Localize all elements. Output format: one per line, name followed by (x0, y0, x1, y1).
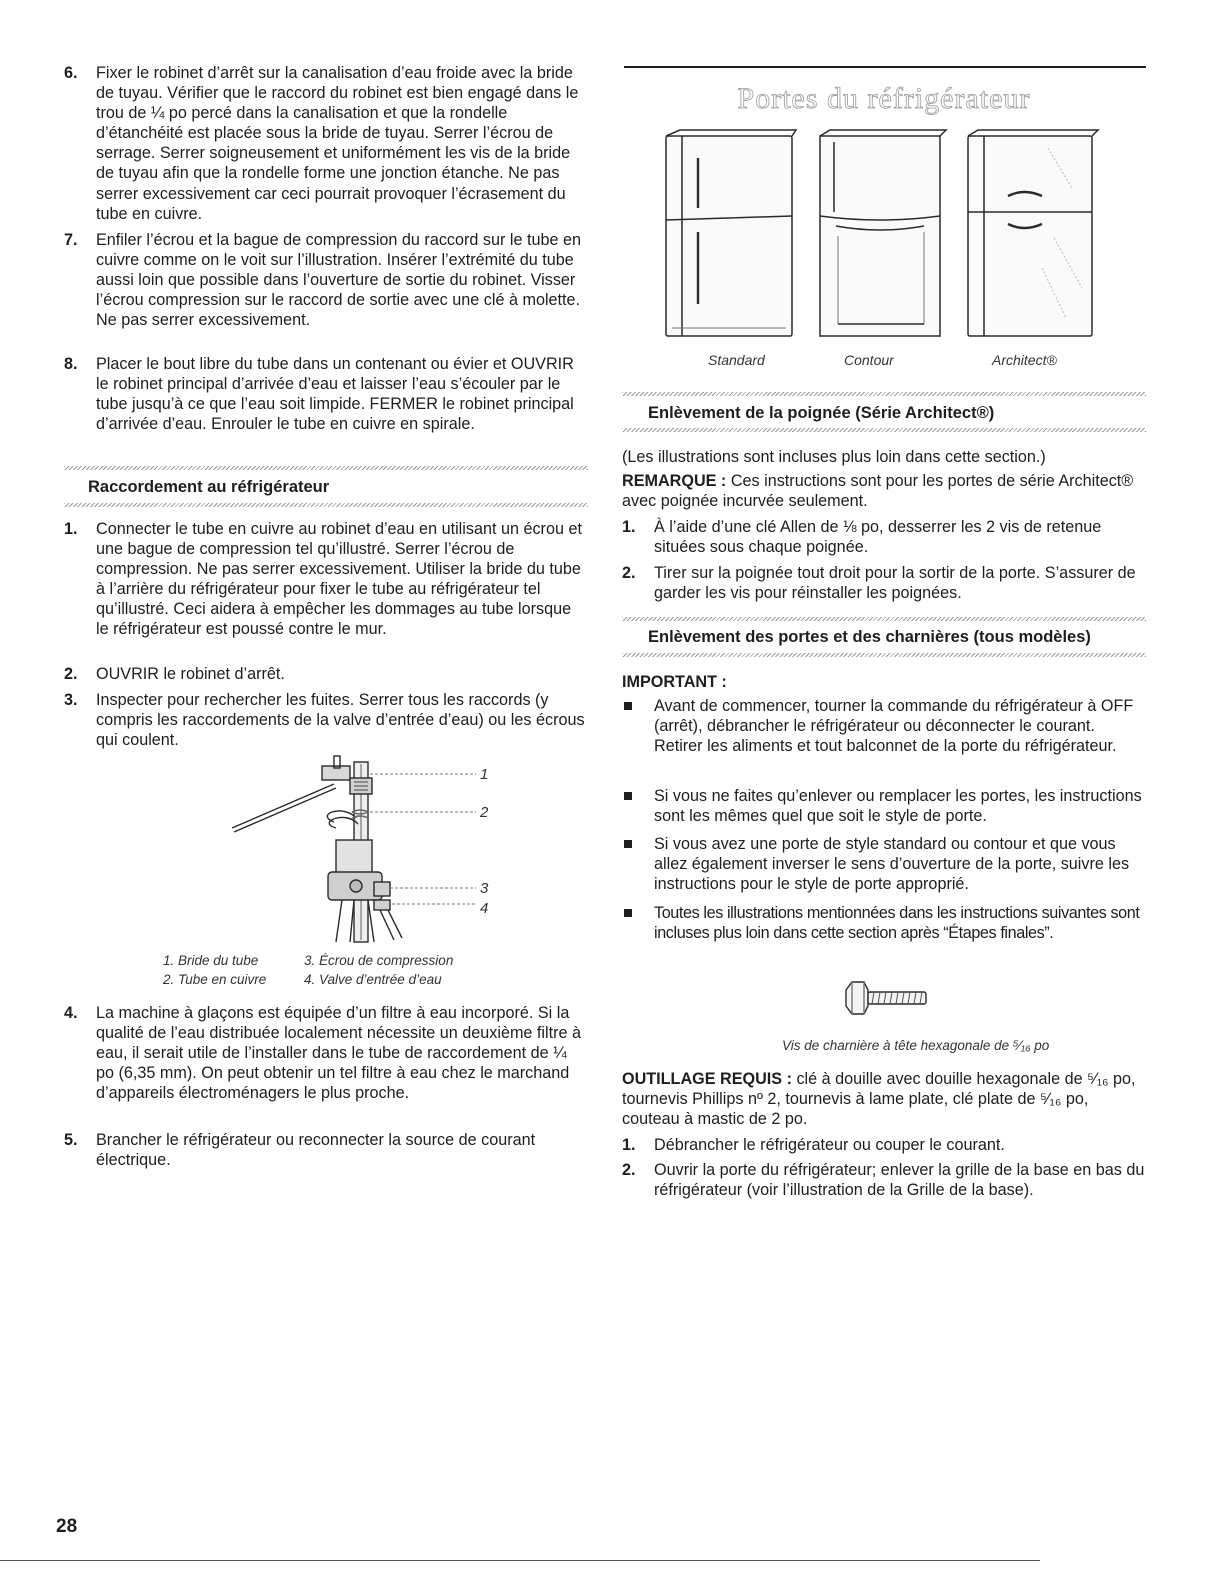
handle-step-2 (622, 563, 1146, 603)
remark-text: Ces instructions sont pour les portes de série Architect® avec poignée incurvée seulement. (622, 472, 1134, 511)
legend-2: 2. Tube en cuivre (163, 972, 267, 987)
step-text: Inspecter pour rechercher les fuites. Serrer tous les raccords (y compris les raccordements de la valve d’entrée d’eau) ou les écrous qui coulent. (96, 691, 585, 750)
bullet-item (622, 834, 1146, 894)
bullet-item (622, 696, 1146, 756)
screw-caption: Vis de charnière à tête hexagonale de ⁵⁄₁₆ po (782, 1038, 1050, 1053)
door-style-contour: Contour (844, 352, 894, 368)
section-rule-top (64, 466, 588, 470)
section1-intro: (Les illustrations sont incluses plus loin dans cette section.) (622, 448, 1046, 466)
hex-screw-icon (842, 978, 932, 1018)
step-text: Connecter le tube en cuivre au robinet d’eau en utilisant un écrou et une bague de compression tel qu’illustré. Serrer l’écrou de compression. Ne pas serrer excessivement. Utiliser la bride du tube à l’arrière du réfrigérateur pour fixer le tube au réfrigérateur tel qu’illustré. Ceci aidera à empêcher les dommages au tube lorsque le réfrigérateur est poussé contre le mur. (96, 520, 582, 639)
step-text: Enfiler l’écrou et la bague de compression du raccord sur le tube en cuivre comme on le voit sur l’illustration. Insérer l’extrémité du tube aussi loin que possible dans l’ouverture de sortie du robinet. Visser l’écrou compression sur le raccord de sortie avec une clé à molette. Ne pas serrer excessivement. (96, 231, 582, 330)
step-number: 8. (64, 355, 78, 373)
door-step-2 (622, 1160, 1146, 1200)
callout-1: 1 (480, 766, 489, 783)
callout-3: 3 (480, 880, 489, 897)
tools-paragraph (622, 1069, 1146, 1129)
tools-text: clé à douille avec douille hexagonale de ⁵⁄₁₆ po, tournevis Phillips nº 2, tournevis à lame plate, clé plate de ⁵⁄₁₆ po, couteau à mastic de 2 po. (622, 1070, 1136, 1129)
connect-step-2 (64, 664, 588, 684)
bullet-text: Toutes les illustrations mentionnées dans les instructions suivantes sont incluses plus loin dans cette section après “Étapes finales”. (654, 904, 1140, 943)
step-8 (64, 354, 588, 434)
square-bullet-icon (624, 840, 632, 848)
callout-2: 2 (480, 804, 489, 821)
step-6 (64, 63, 588, 224)
step-text: La machine à glaçons est équipée d’un filtre à eau incorporé. Si la qualité de l’eau distribuée localement nécessite un deuxième filtre à eau, il serait utile de l’installer dans le tube de raccordement de ¼ po (6,35 mm). On peut obtenir un tel filtre à eau chez le marchand d’appareils électroménagers le plus proche. (96, 1004, 582, 1103)
top-rule (624, 66, 1146, 68)
section-rule-top (622, 392, 1146, 396)
step-number: 4. (64, 1004, 78, 1022)
doors-title: Portes du réfrigérateur (737, 82, 1031, 115)
callout-4: 4 (480, 900, 489, 917)
step-text: À l’aide d’une clé Allen de ⅛ po, desserrer les 2 vis de retenue situées sous chaque poignée. (654, 518, 1102, 557)
section-title-door-hinge-removal: Enlèvement des portes et des charnières (tous modèles) (648, 628, 1091, 646)
important-label: IMPORTANT : (622, 673, 727, 691)
square-bullet-icon (624, 702, 632, 710)
remark-label: REMARQUE : (622, 472, 727, 490)
remark-paragraph (622, 471, 1146, 511)
section-rule-top (622, 617, 1146, 621)
step-text: Débrancher le réfrigérateur ou couper le courant. (654, 1136, 1005, 1154)
step-number: 1. (622, 1136, 636, 1154)
step-number: 3. (64, 691, 78, 709)
step-number: 1. (622, 518, 636, 536)
contour-fridge-drawing (820, 130, 946, 336)
square-bullet-icon (624, 792, 632, 800)
step-number: 1. (64, 520, 78, 538)
step-text: Tirer sur la poignée tout droit pour la sortir de la porte. S’assurer de garder les vis pour réinstaller les poignées. (654, 564, 1136, 603)
step-text: Ouvrir la porte du réfrigérateur; enlever la grille de la base en bas du réfrigérateur (voir l’illustration de la Grille de la base). (654, 1161, 1145, 1200)
handle-step-1 (622, 517, 1146, 557)
power-step-5 (64, 1130, 588, 1170)
bullet-item (622, 903, 1146, 943)
bullet-text: Si vous ne faites qu’enlever ou remplacer les portes, les instructions sont les mêmes quel que soit le style de porte. (654, 787, 1142, 826)
section-title-raccordement: Raccordement au réfrigérateur (88, 478, 330, 496)
door-step-1 (622, 1135, 1146, 1155)
square-bullet-icon (624, 909, 632, 917)
step-text: Placer le bout libre du tube dans un contenant ou évier et OUVRIR le robinet principal d’arrivée d’eau et laisser l’eau s’écouler par le tube jusqu’à ce que l’eau soit limpide. FERMER le robinet principal d’arrivée d’eau. Enrouler le tube en cuivre en spirale. (96, 355, 574, 434)
step-7 (64, 230, 588, 330)
step-number: 2. (622, 1161, 636, 1179)
bottom-rule (0, 1560, 1040, 1561)
step-number: 7. (64, 231, 78, 249)
step-number: 2. (622, 564, 636, 582)
section-rule-bottom (622, 428, 1146, 432)
connect-step-3 (64, 690, 588, 750)
section-rule-bottom (64, 503, 588, 507)
bullet-text: Avant de commencer, tourner la commande du réfrigérateur à OFF (arrêt), débrancher le réfrigérateur ou déconnecter le courant. Retirer les aliments et tout balconnet de la porte du réfrigérateur. (654, 697, 1134, 756)
section-title-handle-removal: Enlèvement de la poignée (Série Architect®) (648, 404, 995, 422)
bullet-text: Si vous avez une porte de style standard ou contour et que vous allez également inverser le sens d’ouverture de la porte, suivre les instructions pour le style de porte approprié. (654, 835, 1130, 894)
step-number: 6. (64, 64, 78, 82)
filter-step-4 (64, 1003, 588, 1103)
door-style-architect: Architect® (992, 352, 1057, 368)
step-number: 2. (64, 665, 78, 683)
bullet-item (622, 786, 1146, 826)
page-number: 28 (56, 1516, 78, 1537)
step-text: OUVRIR le robinet d’arrêt. (96, 665, 285, 683)
step-text: Brancher le réfrigérateur ou reconnecter la source de courant électrique. (96, 1131, 536, 1170)
legend-3: 3. Écrou de compression (304, 953, 454, 968)
step-text: Fixer le robinet d’arrêt sur la canalisation d’eau froide avec la bride de tuyau. Vérifier que le raccord du robinet est bien engagé dans le trou de ¼ po percé dans la canalisation et que la rondelle d’étanchéité est placée sous la bride de tuyau. Serrer l’écrou de serrage. Serrer soigneusement et uniformément les vis de la bride de tuyau afin que la rondelle forme une jonction étanche. Ne pas serrer excessivement car ceci pourrait provoquer l’écrasement du tube en cuivre. (96, 64, 579, 223)
valve-illustration (224, 752, 524, 947)
door-styles-illustration (662, 128, 1102, 346)
step-number: 5. (64, 1131, 78, 1149)
standard-fridge-drawing (666, 130, 796, 336)
architect-fridge-drawing (968, 130, 1098, 336)
door-style-standard: Standard (708, 352, 765, 368)
section-rule-bottom (622, 653, 1146, 657)
connect-step-1 (64, 519, 588, 640)
legend-1: 1. Bride du tube (163, 953, 259, 968)
tools-label: OUTILLAGE REQUIS : (622, 1070, 792, 1088)
legend-4: 4. Valve d’entrée d’eau (304, 972, 442, 987)
